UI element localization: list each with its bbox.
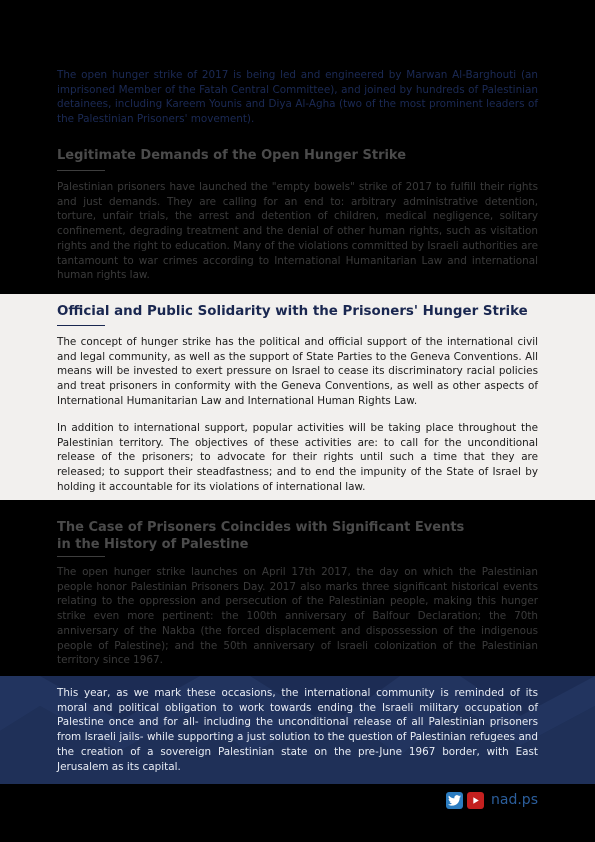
heading-underline [57,556,105,557]
closing-paragraph: This year, as we mark these occasions, the international community is reminded of its moral and political obligation to work towards ending the Israeli military occupation of Palestine once and for all- including the unconditional release of all Palestinian prisoners from Israeli jails- while supporting a just solution to the question of Palestinian refugees and the creation of a sovereign Palestinian state on the pre-June 1967 border, with East Jerusalem as its capital. [57,687,538,773]
solidarity-heading: Official and Public Solidarity with the Prisoners' Hunger Strike [57,304,528,319]
twitter-icon[interactable] [446,792,463,809]
solidarity-paragraph-2: In addition to international support, popular activities will be taking place throughout the Palestinian territory. The objectives of these activities are: to call for the unconditional release of the prisoners; to advocate for their rights until such a time that they are released; to support their steadfastness; and to end the impunity of the State of Israel by holding it accountable for its violations of international law. [57,422,538,493]
legitimate-demands-paragraph: Palestinian prisoners have launched the "empty bowels" strike of 2017 to fulfill their rights and just demands. They are calling for an end to: arbitrary administrative detention, torture, unfair trials, the arrest and detention of children, medical negligence, solitary confinement, degrading treatment and the denial of other human rights, such as visitation rights and the right to education. Many of the violations committed by Israeli authorities are tantamount to war crimes according to International Humanitarian Law and international human rights law. [57,181,538,282]
footer-links [446,790,538,810]
website-link[interactable]: nad.ps [491,792,538,808]
youtube-icon[interactable] [467,792,484,809]
case-paragraph: The open hunger strike launches on April 17th 2017, the day on which the Palestinian people honor Palestinian Prisoners Day. 2017 also marks three significant historical events relating to the oppression and persecution of the Palestinian people, making this hunger strike even more pertinent: the 100th anniversary of Balfour Declaration; the 70th anniversary of the Nakba (the forced displacement and dispossession of the indigenous people of Palestine); and the 50th anniversary of Israeli colonization of the Palestinian territory since 1967. [57,566,538,667]
case-heading-line-1: The Case of Prisoners Coincides with Significant Events [57,520,465,535]
case-heading [57,519,464,553]
heading-underline [57,325,105,326]
case-heading-line-2: in the History of Palestine [57,537,249,552]
heading-underline [57,170,105,171]
legitimate-demands-heading: Legitimate Demands of the Open Hunger Strike [57,148,407,163]
intro-paragraph: The open hunger strike of 2017 is being led and engineered by Marwan Al-Barghouti (an imprisoned Member of the Fatah Central Committee), and joined by hundreds of Palestinian detainees, including Kareem Younis and Diya Al-Agha (two of the most prominent leaders of the Palestinian Prisoners' movement). [57,69,538,126]
solidarity-paragraph-1: The concept of hunger strike has the political and official support of the international civil and legal community, as well as the support of State Parties to the Geneva Conventions. All means will be invested to exert pressure on Israel to cease its discriminatory racial policies and treat prisoners in conformity with the Geneva Conventions, as well as other aspects of International Humanitarian Law and International Human Rights Law. [57,336,538,407]
